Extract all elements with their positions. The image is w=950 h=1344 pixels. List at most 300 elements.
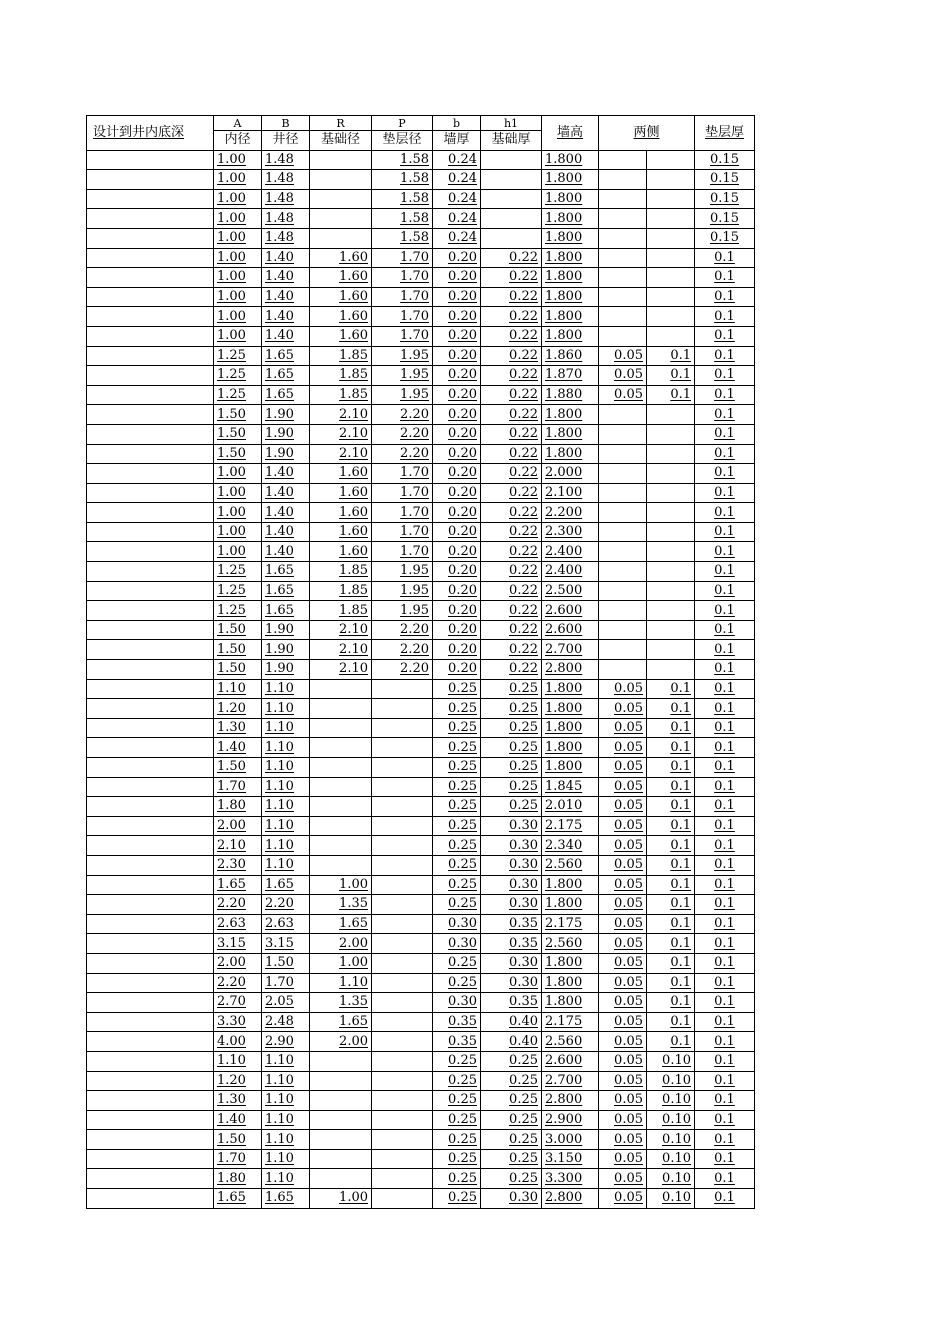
cell-cushion-thickness[interactable]: 0.1 <box>695 307 755 327</box>
cell-base-thickness[interactable]: 0.25 <box>481 1091 542 1111</box>
cell-depth[interactable] <box>87 816 214 836</box>
cell-side-b[interactable] <box>647 483 695 503</box>
cell-cushion-diameter[interactable] <box>372 836 433 856</box>
cell-depth[interactable] <box>87 914 214 934</box>
cell-inner-diameter[interactable]: 1.00 <box>214 170 262 190</box>
cell-wall-height[interactable]: 1.880 <box>542 385 599 405</box>
cell-depth[interactable] <box>87 346 214 366</box>
cell-side-b[interactable]: 0.1 <box>647 777 695 797</box>
cell-cushion-diameter[interactable] <box>372 1149 433 1169</box>
cell-side-a[interactable]: 0.05 <box>599 738 647 758</box>
cell-side-b[interactable]: 0.1 <box>647 875 695 895</box>
cell-side-a[interactable] <box>599 248 647 268</box>
cell-cushion-thickness[interactable]: 0.1 <box>695 1169 755 1189</box>
cell-base-diameter[interactable]: 2.10 <box>310 620 372 640</box>
cell-side-a[interactable]: 0.05 <box>599 875 647 895</box>
cell-base-diameter[interactable]: 1.35 <box>310 993 372 1013</box>
cell-depth[interactable] <box>87 855 214 875</box>
cell-well-diameter[interactable]: 1.10 <box>262 855 310 875</box>
cell-base-diameter[interactable] <box>310 1110 372 1130</box>
cell-wall-height[interactable]: 1.800 <box>542 209 599 229</box>
cell-inner-diameter[interactable]: 1.00 <box>214 287 262 307</box>
cell-wall-height[interactable]: 2.000 <box>542 464 599 484</box>
cell-inner-diameter[interactable]: 1.30 <box>214 1091 262 1111</box>
cell-wall-thickness[interactable]: 0.24 <box>433 209 481 229</box>
cell-base-thickness[interactable]: 0.22 <box>481 424 542 444</box>
cell-well-diameter[interactable]: 1.10 <box>262 758 310 778</box>
cell-side-b[interactable] <box>647 601 695 621</box>
cell-wall-height[interactable]: 2.600 <box>542 601 599 621</box>
cell-well-diameter[interactable]: 1.10 <box>262 1130 310 1150</box>
cell-base-diameter[interactable]: 1.85 <box>310 581 372 601</box>
cell-well-diameter[interactable]: 1.90 <box>262 405 310 425</box>
cell-well-diameter[interactable]: 1.40 <box>262 483 310 503</box>
cell-wall-thickness[interactable]: 0.20 <box>433 640 481 660</box>
cell-base-diameter[interactable] <box>310 836 372 856</box>
cell-cushion-thickness[interactable]: 0.1 <box>695 464 755 484</box>
cell-wall-thickness[interactable]: 0.24 <box>433 170 481 190</box>
cell-depth[interactable] <box>87 444 214 464</box>
cell-cushion-diameter[interactable]: 1.70 <box>372 542 433 562</box>
cell-depth[interactable] <box>87 993 214 1013</box>
cell-wall-height[interactable]: 1.860 <box>542 346 599 366</box>
cell-side-a[interactable]: 0.05 <box>599 718 647 738</box>
cell-cushion-diameter[interactable] <box>372 973 433 993</box>
cell-wall-thickness[interactable]: 0.35 <box>433 1012 481 1032</box>
cell-wall-height[interactable]: 2.800 <box>542 1189 599 1209</box>
cell-side-b[interactable]: 0.10 <box>647 1189 695 1209</box>
cell-inner-diameter[interactable]: 1.50 <box>214 444 262 464</box>
cell-well-diameter[interactable]: 1.90 <box>262 660 310 680</box>
cell-well-diameter[interactable]: 1.40 <box>262 464 310 484</box>
cell-side-a[interactable] <box>599 464 647 484</box>
cell-base-thickness[interactable] <box>481 228 542 248</box>
cell-well-diameter[interactable]: 1.10 <box>262 1110 310 1130</box>
cell-depth[interactable] <box>87 679 214 699</box>
cell-inner-diameter[interactable]: 3.30 <box>214 1012 262 1032</box>
cell-wall-thickness[interactable]: 0.30 <box>433 934 481 954</box>
cell-side-b[interactable]: 0.1 <box>647 699 695 719</box>
cell-side-a[interactable]: 0.05 <box>599 1130 647 1150</box>
cell-depth[interactable] <box>87 1110 214 1130</box>
cell-base-diameter[interactable]: 1.85 <box>310 346 372 366</box>
cell-cushion-diameter[interactable] <box>372 953 433 973</box>
cell-wall-thickness[interactable]: 0.25 <box>433 1110 481 1130</box>
cell-wall-thickness[interactable]: 0.25 <box>433 699 481 719</box>
cell-base-diameter[interactable]: 2.10 <box>310 660 372 680</box>
cell-base-diameter[interactable]: 1.60 <box>310 326 372 346</box>
cell-cushion-thickness[interactable]: 0.1 <box>695 1051 755 1071</box>
cell-base-diameter[interactable]: 2.10 <box>310 444 372 464</box>
cell-wall-thickness[interactable]: 0.25 <box>433 1130 481 1150</box>
cell-wall-thickness[interactable]: 0.35 <box>433 1032 481 1052</box>
cell-base-thickness[interactable]: 0.22 <box>481 483 542 503</box>
cell-depth[interactable] <box>87 1169 214 1189</box>
cell-wall-thickness[interactable]: 0.25 <box>433 875 481 895</box>
cell-inner-diameter[interactable]: 1.20 <box>214 699 262 719</box>
cell-side-a[interactable]: 0.05 <box>599 346 647 366</box>
cell-base-diameter[interactable] <box>310 679 372 699</box>
cell-side-a[interactable]: 0.05 <box>599 679 647 699</box>
cell-base-thickness[interactable]: 0.22 <box>481 287 542 307</box>
cell-wall-height[interactable]: 1.800 <box>542 895 599 915</box>
cell-cushion-thickness[interactable]: 0.1 <box>695 385 755 405</box>
cell-depth[interactable] <box>87 973 214 993</box>
cell-base-diameter[interactable] <box>310 738 372 758</box>
cell-cushion-thickness[interactable]: 0.1 <box>695 346 755 366</box>
cell-cushion-thickness[interactable]: 0.1 <box>695 601 755 621</box>
cell-wall-height[interactable]: 2.200 <box>542 503 599 523</box>
cell-side-a[interactable]: 0.05 <box>599 1091 647 1111</box>
cell-side-a[interactable] <box>599 287 647 307</box>
cell-depth[interactable] <box>87 1032 214 1052</box>
cell-wall-thickness[interactable]: 0.20 <box>433 326 481 346</box>
cell-wall-thickness[interactable]: 0.24 <box>433 228 481 248</box>
cell-side-a[interactable]: 0.05 <box>599 1012 647 1032</box>
cell-inner-diameter[interactable]: 2.63 <box>214 914 262 934</box>
cell-side-b[interactable] <box>647 268 695 288</box>
cell-cushion-thickness[interactable]: 0.1 <box>695 934 755 954</box>
cell-inner-diameter[interactable]: 1.00 <box>214 209 262 229</box>
cell-base-thickness[interactable] <box>481 209 542 229</box>
cell-side-b[interactable] <box>647 581 695 601</box>
cell-cushion-diameter[interactable] <box>372 993 433 1013</box>
cell-inner-diameter[interactable]: 1.00 <box>214 483 262 503</box>
cell-cushion-thickness[interactable]: 0.1 <box>695 679 755 699</box>
cell-side-b[interactable] <box>647 503 695 523</box>
cell-well-diameter[interactable]: 1.90 <box>262 444 310 464</box>
cell-wall-thickness[interactable]: 0.25 <box>433 973 481 993</box>
cell-base-thickness[interactable]: 0.25 <box>481 738 542 758</box>
cell-well-diameter[interactable]: 1.65 <box>262 581 310 601</box>
cell-depth[interactable] <box>87 248 214 268</box>
cell-cushion-diameter[interactable]: 2.20 <box>372 660 433 680</box>
cell-base-thickness[interactable]: 0.40 <box>481 1012 542 1032</box>
cell-wall-height[interactable]: 2.600 <box>542 1051 599 1071</box>
cell-cushion-thickness[interactable]: 0.15 <box>695 150 755 170</box>
cell-wall-height[interactable]: 2.010 <box>542 797 599 817</box>
cell-base-thickness[interactable]: 0.25 <box>481 1051 542 1071</box>
cell-cushion-thickness[interactable]: 0.1 <box>695 953 755 973</box>
cell-base-diameter[interactable] <box>310 758 372 778</box>
cell-wall-height[interactable]: 2.175 <box>542 1012 599 1032</box>
cell-wall-thickness[interactable]: 0.20 <box>433 405 481 425</box>
cell-base-diameter[interactable]: 1.00 <box>310 1189 372 1209</box>
cell-base-diameter[interactable]: 1.85 <box>310 562 372 582</box>
cell-side-a[interactable] <box>599 660 647 680</box>
cell-cushion-thickness[interactable]: 0.1 <box>695 973 755 993</box>
cell-inner-diameter[interactable]: 1.25 <box>214 581 262 601</box>
cell-base-diameter[interactable] <box>310 1169 372 1189</box>
cell-well-diameter[interactable]: 1.90 <box>262 620 310 640</box>
cell-side-a[interactable] <box>599 326 647 346</box>
cell-well-diameter[interactable]: 1.50 <box>262 953 310 973</box>
cell-wall-height[interactable]: 1.800 <box>542 758 599 778</box>
cell-cushion-diameter[interactable] <box>372 699 433 719</box>
cell-well-diameter[interactable]: 2.90 <box>262 1032 310 1052</box>
cell-well-diameter[interactable]: 1.10 <box>262 816 310 836</box>
cell-inner-diameter[interactable]: 2.00 <box>214 816 262 836</box>
cell-cushion-diameter[interactable] <box>372 816 433 836</box>
cell-base-diameter[interactable] <box>310 209 372 229</box>
cell-base-thickness[interactable]: 0.22 <box>481 542 542 562</box>
cell-cushion-thickness[interactable]: 0.1 <box>695 620 755 640</box>
cell-well-diameter[interactable]: 1.65 <box>262 366 310 386</box>
cell-inner-diameter[interactable]: 1.00 <box>214 522 262 542</box>
cell-base-thickness[interactable]: 0.22 <box>481 601 542 621</box>
cell-side-a[interactable] <box>599 170 647 190</box>
cell-wall-height[interactable]: 1.800 <box>542 679 599 699</box>
cell-side-b[interactable]: 0.10 <box>647 1071 695 1091</box>
cell-wall-height[interactable]: 2.175 <box>542 816 599 836</box>
cell-wall-height[interactable]: 3.300 <box>542 1169 599 1189</box>
cell-well-diameter[interactable]: 1.10 <box>262 1051 310 1071</box>
cell-cushion-diameter[interactable] <box>372 1189 433 1209</box>
cell-wall-height[interactable]: 2.800 <box>542 1091 599 1111</box>
cell-well-diameter[interactable]: 2.48 <box>262 1012 310 1032</box>
cell-well-diameter[interactable]: 1.65 <box>262 1189 310 1209</box>
cell-well-diameter[interactable]: 1.48 <box>262 209 310 229</box>
cell-well-diameter[interactable]: 1.65 <box>262 601 310 621</box>
cell-cushion-thickness[interactable]: 0.1 <box>695 836 755 856</box>
cell-inner-diameter[interactable]: 2.00 <box>214 953 262 973</box>
cell-side-a[interactable]: 0.05 <box>599 1169 647 1189</box>
cell-inner-diameter[interactable]: 1.25 <box>214 366 262 386</box>
cell-cushion-thickness[interactable]: 0.1 <box>695 503 755 523</box>
cell-depth[interactable] <box>87 1071 214 1091</box>
cell-side-a[interactable] <box>599 562 647 582</box>
cell-wall-thickness[interactable]: 0.25 <box>433 1091 481 1111</box>
cell-base-thickness[interactable]: 0.25 <box>481 758 542 778</box>
cell-depth[interactable] <box>87 1012 214 1032</box>
cell-cushion-thickness[interactable]: 0.1 <box>695 248 755 268</box>
cell-side-a[interactable] <box>599 444 647 464</box>
cell-side-b[interactable]: 0.10 <box>647 1110 695 1130</box>
cell-base-diameter[interactable] <box>310 150 372 170</box>
cell-inner-diameter[interactable]: 1.65 <box>214 875 262 895</box>
cell-base-diameter[interactable]: 1.60 <box>310 464 372 484</box>
cell-depth[interactable] <box>87 758 214 778</box>
cell-well-diameter[interactable]: 1.65 <box>262 562 310 582</box>
cell-base-diameter[interactable]: 2.00 <box>310 1032 372 1052</box>
cell-depth[interactable] <box>87 268 214 288</box>
cell-well-diameter[interactable]: 1.10 <box>262 1169 310 1189</box>
cell-well-diameter[interactable]: 1.90 <box>262 424 310 444</box>
cell-side-a[interactable]: 0.05 <box>599 953 647 973</box>
cell-side-b[interactable] <box>647 522 695 542</box>
cell-base-diameter[interactable] <box>310 1149 372 1169</box>
cell-side-b[interactable]: 0.1 <box>647 346 695 366</box>
cell-base-diameter[interactable]: 1.35 <box>310 895 372 915</box>
cell-cushion-diameter[interactable]: 2.20 <box>372 405 433 425</box>
cell-side-a[interactable] <box>599 640 647 660</box>
cell-inner-diameter[interactable]: 1.50 <box>214 424 262 444</box>
cell-base-diameter[interactable] <box>310 718 372 738</box>
cell-side-b[interactable]: 0.1 <box>647 758 695 778</box>
cell-cushion-thickness[interactable]: 0.1 <box>695 1012 755 1032</box>
cell-inner-diameter[interactable]: 2.10 <box>214 836 262 856</box>
cell-side-a[interactable] <box>599 150 647 170</box>
cell-base-thickness[interactable]: 0.22 <box>481 522 542 542</box>
cell-side-b[interactable] <box>647 326 695 346</box>
cell-side-b[interactable]: 0.10 <box>647 1091 695 1111</box>
cell-well-diameter[interactable]: 1.10 <box>262 699 310 719</box>
cell-side-a[interactable]: 0.05 <box>599 1032 647 1052</box>
cell-cushion-thickness[interactable]: 0.1 <box>695 1091 755 1111</box>
cell-depth[interactable] <box>87 228 214 248</box>
cell-cushion-thickness[interactable]: 0.15 <box>695 189 755 209</box>
cell-wall-thickness[interactable]: 0.25 <box>433 758 481 778</box>
cell-cushion-thickness[interactable]: 0.1 <box>695 1149 755 1169</box>
cell-cushion-thickness[interactable]: 0.15 <box>695 228 755 248</box>
cell-base-diameter[interactable]: 1.60 <box>310 503 372 523</box>
cell-cushion-diameter[interactable]: 1.70 <box>372 464 433 484</box>
cell-side-b[interactable] <box>647 464 695 484</box>
cell-base-thickness[interactable]: 0.22 <box>481 405 542 425</box>
cell-wall-thickness[interactable]: 0.25 <box>433 816 481 836</box>
cell-wall-height[interactable]: 2.340 <box>542 836 599 856</box>
cell-cushion-thickness[interactable]: 0.1 <box>695 738 755 758</box>
cell-base-thickness[interactable]: 0.22 <box>481 326 542 346</box>
cell-side-a[interactable]: 0.05 <box>599 973 647 993</box>
cell-well-diameter[interactable]: 1.40 <box>262 522 310 542</box>
cell-depth[interactable] <box>87 953 214 973</box>
cell-side-a[interactable]: 0.05 <box>599 385 647 405</box>
cell-base-diameter[interactable]: 1.00 <box>310 953 372 973</box>
cell-base-diameter[interactable]: 1.60 <box>310 268 372 288</box>
cell-base-thickness[interactable]: 0.25 <box>481 718 542 738</box>
cell-side-b[interactable] <box>647 248 695 268</box>
cell-cushion-diameter[interactable]: 2.20 <box>372 620 433 640</box>
cell-cushion-diameter[interactable] <box>372 1091 433 1111</box>
cell-cushion-diameter[interactable] <box>372 1071 433 1091</box>
cell-wall-height[interactable]: 2.175 <box>542 914 599 934</box>
cell-side-b[interactable] <box>647 424 695 444</box>
cell-base-thickness[interactable]: 0.30 <box>481 875 542 895</box>
cell-base-diameter[interactable]: 1.65 <box>310 1012 372 1032</box>
cell-cushion-thickness[interactable]: 0.1 <box>695 895 755 915</box>
cell-cushion-diameter[interactable]: 1.95 <box>372 346 433 366</box>
cell-side-b[interactable] <box>647 542 695 562</box>
cell-inner-diameter[interactable]: 1.00 <box>214 307 262 327</box>
cell-base-thickness[interactable] <box>481 150 542 170</box>
cell-wall-height[interactable]: 1.800 <box>542 875 599 895</box>
cell-base-diameter[interactable] <box>310 1091 372 1111</box>
cell-inner-diameter[interactable]: 1.10 <box>214 679 262 699</box>
cell-inner-diameter[interactable]: 2.30 <box>214 855 262 875</box>
cell-wall-thickness[interactable]: 0.25 <box>433 718 481 738</box>
cell-side-a[interactable] <box>599 405 647 425</box>
cell-cushion-thickness[interactable]: 0.1 <box>695 562 755 582</box>
cell-base-thickness[interactable]: 0.35 <box>481 993 542 1013</box>
cell-wall-thickness[interactable]: 0.20 <box>433 307 481 327</box>
cell-inner-diameter[interactable]: 1.00 <box>214 503 262 523</box>
cell-wall-height[interactable]: 2.500 <box>542 581 599 601</box>
cell-wall-height[interactable]: 2.700 <box>542 640 599 660</box>
cell-depth[interactable] <box>87 895 214 915</box>
cell-well-diameter[interactable]: 1.48 <box>262 170 310 190</box>
cell-side-a[interactable]: 0.05 <box>599 895 647 915</box>
cell-wall-thickness[interactable]: 0.20 <box>433 248 481 268</box>
cell-wall-height[interactable]: 2.400 <box>542 542 599 562</box>
cell-depth[interactable] <box>87 1130 214 1150</box>
cell-depth[interactable] <box>87 875 214 895</box>
cell-side-b[interactable]: 0.1 <box>647 855 695 875</box>
cell-side-b[interactable]: 0.1 <box>647 973 695 993</box>
cell-cushion-diameter[interactable]: 2.20 <box>372 424 433 444</box>
cell-cushion-diameter[interactable] <box>372 718 433 738</box>
cell-base-thickness[interactable]: 0.22 <box>481 366 542 386</box>
cell-depth[interactable] <box>87 699 214 719</box>
cell-base-thickness[interactable]: 0.22 <box>481 503 542 523</box>
cell-side-b[interactable] <box>647 209 695 229</box>
cell-side-b[interactable] <box>647 620 695 640</box>
cell-cushion-diameter[interactable]: 1.70 <box>372 326 433 346</box>
cell-base-thickness[interactable]: 0.30 <box>481 855 542 875</box>
cell-base-diameter[interactable]: 1.60 <box>310 483 372 503</box>
cell-wall-thickness[interactable]: 0.20 <box>433 503 481 523</box>
cell-cushion-diameter[interactable]: 1.95 <box>372 366 433 386</box>
cell-side-a[interactable] <box>599 620 647 640</box>
cell-wall-height[interactable]: 2.300 <box>542 522 599 542</box>
cell-cushion-diameter[interactable] <box>372 1110 433 1130</box>
cell-cushion-diameter[interactable]: 1.58 <box>372 209 433 229</box>
cell-side-b[interactable]: 0.1 <box>647 895 695 915</box>
cell-side-b[interactable]: 0.10 <box>647 1051 695 1071</box>
cell-well-diameter[interactable]: 1.48 <box>262 150 310 170</box>
cell-wall-height[interactable]: 2.560 <box>542 934 599 954</box>
cell-wall-thickness[interactable]: 0.24 <box>433 189 481 209</box>
cell-base-thickness[interactable]: 0.25 <box>481 699 542 719</box>
cell-well-diameter[interactable]: 1.10 <box>262 1071 310 1091</box>
cell-wall-height[interactable]: 2.100 <box>542 483 599 503</box>
cell-side-a[interactable]: 0.05 <box>599 836 647 856</box>
cell-side-b[interactable]: 0.1 <box>647 993 695 1013</box>
cell-base-thickness[interactable] <box>481 170 542 190</box>
cell-depth[interactable] <box>87 503 214 523</box>
cell-base-thickness[interactable]: 0.30 <box>481 953 542 973</box>
cell-base-thickness[interactable]: 0.25 <box>481 797 542 817</box>
cell-depth[interactable] <box>87 1149 214 1169</box>
cell-well-diameter[interactable]: 1.10 <box>262 718 310 738</box>
cell-depth[interactable] <box>87 601 214 621</box>
cell-wall-thickness[interactable]: 0.25 <box>433 1071 481 1091</box>
cell-base-thickness[interactable]: 0.22 <box>481 581 542 601</box>
cell-base-diameter[interactable]: 1.85 <box>310 601 372 621</box>
cell-base-diameter[interactable] <box>310 855 372 875</box>
cell-side-b[interactable] <box>647 444 695 464</box>
cell-cushion-diameter[interactable]: 2.20 <box>372 444 433 464</box>
cell-wall-thickness[interactable]: 0.20 <box>433 346 481 366</box>
cell-cushion-diameter[interactable]: 1.58 <box>372 189 433 209</box>
cell-wall-height[interactable]: 1.800 <box>542 738 599 758</box>
cell-well-diameter[interactable]: 2.20 <box>262 895 310 915</box>
cell-cushion-diameter[interactable]: 1.70 <box>372 248 433 268</box>
cell-side-b[interactable] <box>647 189 695 209</box>
cell-base-thickness[interactable]: 0.30 <box>481 1189 542 1209</box>
cell-side-a[interactable]: 0.05 <box>599 699 647 719</box>
cell-wall-height[interactable]: 1.800 <box>542 170 599 190</box>
cell-base-thickness[interactable]: 0.22 <box>481 444 542 464</box>
cell-base-thickness[interactable]: 0.25 <box>481 1071 542 1091</box>
cell-base-thickness[interactable]: 0.22 <box>481 307 542 327</box>
cell-side-a[interactable] <box>599 601 647 621</box>
cell-cushion-diameter[interactable]: 1.58 <box>372 170 433 190</box>
cell-cushion-thickness[interactable]: 0.15 <box>695 170 755 190</box>
cell-cushion-diameter[interactable]: 1.58 <box>372 150 433 170</box>
cell-inner-diameter[interactable]: 1.50 <box>214 640 262 660</box>
cell-base-diameter[interactable] <box>310 228 372 248</box>
